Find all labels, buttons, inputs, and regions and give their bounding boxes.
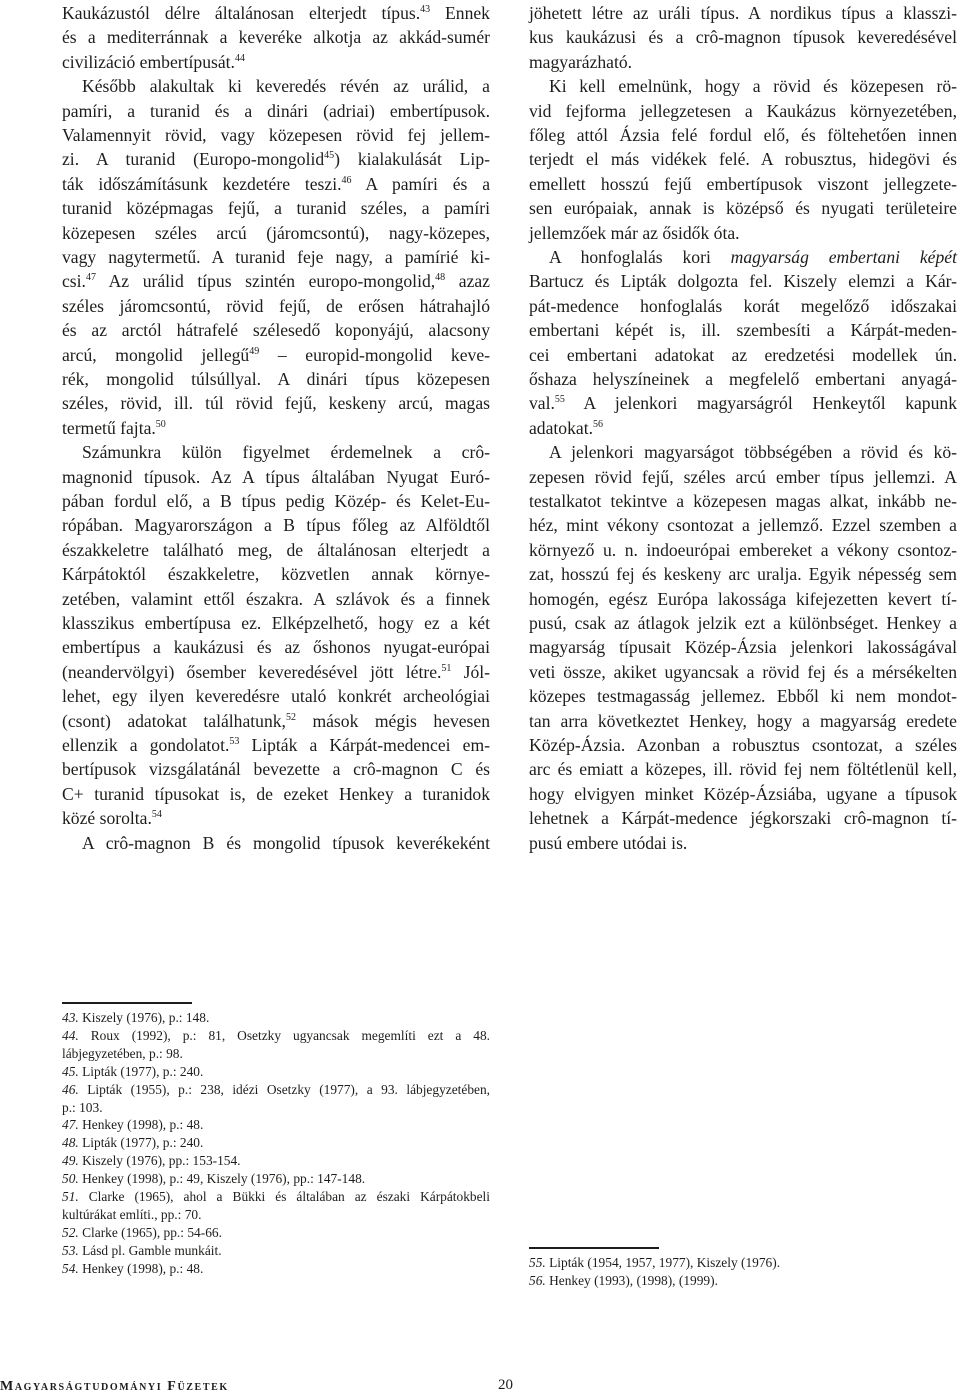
text-run: pusú, csak az átlagok jelzik ezt a különbséget. Henkey a: [529, 613, 957, 633]
text-line: [62, 123, 490, 147]
text-run: rópában. Magyarországon a B típus főleg az Alföldtől: [62, 515, 490, 536]
text-run: jöhetett létre az uráli típus. A nordikus típus a klasszi-: [529, 3, 957, 23]
footnote-ref[interactable]: 48: [435, 272, 446, 284]
footnote-text: Henkey (1998), p.: 48.: [78, 1260, 204, 1276]
text-line: [529, 440, 957, 464]
text-run: azaz: [445, 271, 490, 292]
text-run: Közép-Ázsia. Azonban a robusztus csontozat, a széles: [529, 735, 957, 755]
text-run: C+ turanid típusokat is, de ezeket Henkey a turanidok: [62, 783, 490, 804]
footnote-ref[interactable]: 46: [341, 174, 352, 186]
text-run: adatokat.: [529, 417, 593, 438]
footnote-text: Lásd pl. Gamble munkáit.: [78, 1242, 222, 1258]
footnote-text: Henkey (1998), p.: 48.: [78, 1117, 204, 1133]
text-run: vagy nagytermetű. A turanid feje nagy, a pamírié ki-: [62, 247, 490, 267]
text-line: [62, 562, 490, 586]
text-line: [529, 562, 957, 586]
footnote: [62, 1224, 490, 1242]
text-run: bertípusok vizsgálatánál bevezette a crô-magnon C és: [62, 759, 490, 780]
footnote: [62, 1188, 490, 1206]
page-number: 20: [498, 1377, 513, 1393]
text-line: [529, 196, 957, 220]
text-line: [529, 99, 957, 123]
text-run: A jelenkori magyarságról Henkeytől kapunk: [564, 393, 957, 414]
footnote: [62, 1009, 490, 1027]
text-line: [529, 660, 957, 684]
text-run: val.: [529, 393, 555, 414]
footnote: [62, 1170, 490, 1188]
footnote-number: 49.: [62, 1153, 79, 1169]
footnote-number: 47.: [62, 1117, 79, 1133]
text-run: embertípus a kaukázusi és az őshonos nyugat-európai: [62, 637, 490, 658]
footnote-ref[interactable]: 55: [554, 394, 565, 406]
text-run: embertani képét is, ill. szembesíti a Kárpát-meden-: [529, 320, 957, 341]
footnote: [62, 1134, 490, 1152]
text-run: zat, hosszú fej és keskeny arc uralja. Egyik népesség sem: [529, 564, 957, 585]
text-run: őshaza helyszíneinek a megfelelő embertani anyagá-: [529, 369, 957, 389]
text-run: Bartucz és Lipták dolgozta fel. Kiszely elemzi a Kár-: [529, 271, 957, 292]
text-line: [62, 172, 490, 196]
text-run: és a mediterránnak a keveréke alkotja az akkád-sumér: [62, 27, 490, 48]
text-line: [62, 50, 490, 74]
text-line: [529, 684, 957, 708]
text-line: [529, 538, 957, 562]
text-run: magyarázható.: [529, 51, 633, 72]
footnote: [62, 1206, 490, 1224]
text-run: civilizáció embertípusát.: [62, 51, 235, 72]
italic-text: magyarság embertani képét: [730, 247, 957, 267]
text-run: terjedt el más vidékek felé. A robusztus, hidegövi és: [529, 149, 957, 170]
text-run: északkeletre található meg, de általánosan elterjedt a: [62, 539, 490, 560]
text-line: [529, 611, 957, 635]
text-run: környező u. n. indoeurópai embereket a vékony csontoz-: [529, 539, 957, 560]
footnote-number: 56.: [529, 1272, 546, 1288]
text-line: [529, 50, 957, 74]
text-run: lehet, egy ilyen keveredésre utaló konkrét archeológiai: [62, 686, 490, 707]
footnote-number: 50.: [62, 1171, 79, 1187]
text-line: [62, 294, 490, 318]
text-line: [529, 782, 957, 806]
text-line: [529, 1, 957, 25]
footnote: [62, 1045, 490, 1063]
text-run: jellemzőek már az ősidők óta.: [529, 222, 740, 243]
text-line: [62, 538, 490, 562]
text-line: [62, 196, 490, 220]
footnote: [62, 1242, 490, 1260]
text-run: Valamennyit rövid, vagy közepesen rövid fej jellem-: [62, 125, 490, 145]
text-run: közepesen széles arcú (járomcsontú), nagy-közepes,: [62, 222, 490, 243]
footnote: [62, 1027, 490, 1045]
footnote-separator: [529, 1247, 659, 1249]
text-run: ellenzik a gondolatot.: [62, 735, 230, 755]
footnote: [62, 1260, 490, 1278]
footnote-ref[interactable]: 52: [285, 711, 296, 723]
text-run: Az urálid típus szintén europo-mongolid,: [95, 271, 436, 292]
text-line: [62, 709, 490, 733]
text-line: [529, 416, 957, 440]
text-run: héz, mint vékony csontozat a jellemző. Ezzel szemben a: [529, 515, 957, 536]
text-line: [529, 245, 957, 269]
text-line: [62, 733, 490, 757]
text-line: [62, 1, 490, 25]
footnote-text: Lipták (1955), p.: 238, idézi Osetzky (1977), a 93. lábjegyzetében,: [78, 1081, 490, 1097]
footnote-number: 44.: [62, 1027, 79, 1043]
text-run: magnonid típusok. Az A típus általában Nyugat Euró-: [62, 466, 490, 487]
footnote-number: 48.: [62, 1135, 79, 1151]
text-run: csi.: [62, 271, 86, 292]
text-run: pamíri, a turanid és a dinári (adriai) embertípusok.: [62, 100, 490, 121]
text-run: A honfoglalás kori: [549, 247, 731, 267]
text-run: közepes testmagasság jellemez. Ebből ki nem mondot-: [529, 686, 957, 707]
footnote-text: Clarke (1965), pp.: 54-66.: [78, 1224, 222, 1240]
text-run: főleg attól Ázsia felé fordul elő, és föltehetően innen: [529, 125, 957, 145]
text-line: [529, 831, 957, 855]
footnote-separator: [62, 1002, 192, 1004]
text-line: [529, 343, 957, 367]
footnote-text: p.: 103.: [62, 1099, 103, 1115]
text-line: [62, 269, 490, 293]
footnote: [62, 1063, 490, 1081]
text-run: turanid középmagas fejű, a turanid széles, a pamíri: [62, 198, 490, 219]
text-line: [529, 465, 957, 489]
footnote-ref[interactable]: 47: [85, 272, 96, 284]
text-run: pában fordul elő, a B típus pedig Közép- és Kelet-Eu-: [62, 491, 490, 511]
footnote: [529, 1254, 957, 1272]
text-run: Ennek: [430, 3, 490, 23]
footnote-number: 55.: [529, 1255, 546, 1270]
footnote-text: Kiszely (1976), p.: 148.: [78, 1010, 210, 1025]
text-line: [529, 74, 957, 98]
footnote-number: 46.: [62, 1081, 79, 1097]
text-run: széles, rövid, ill. túl rövid fejű, keskeny arcú, magas: [62, 393, 490, 414]
text-line: [62, 831, 490, 855]
footnote-text: Roux (1992), p.: 81, Osetzky ugyancsak megemlíti ezt a 48.: [78, 1027, 490, 1043]
text-line: [529, 367, 957, 391]
footnote-number: 53.: [62, 1242, 79, 1258]
text-line: [62, 782, 490, 806]
text-line: [62, 489, 490, 513]
text-run: Jól-: [451, 661, 490, 682]
text-line: [529, 757, 957, 781]
text-line: [62, 635, 490, 659]
footnote-number: 43.: [62, 1010, 79, 1025]
text-run: zi. A turanid (Europo-mongolid: [62, 149, 325, 170]
text-line: [62, 318, 490, 342]
text-line: [62, 391, 490, 415]
footnote-number: 45.: [62, 1063, 79, 1079]
text-line: [62, 660, 490, 684]
text-line: [62, 684, 490, 708]
footnote-ref[interactable]: 45: [324, 150, 335, 162]
footnote-ref[interactable]: 49: [249, 345, 260, 357]
text-run: zepesen rövid fejű, széles arcú ember típus jellemzi. A: [529, 466, 957, 487]
footnote: [62, 1152, 490, 1170]
text-line: [529, 513, 957, 537]
text-run: emellett hosszú fejű embertípusok viszont jellegzete-: [529, 173, 957, 194]
text-run: lehetnek a Kárpát-medence jégkorszaki crô-magnon tí-: [529, 808, 957, 829]
text-run: kus kaukázusi és a crô-magnon típusok keveredésével: [529, 27, 957, 48]
text-line: [529, 635, 957, 659]
text-run: veti össze, akiket ugyancsak a rövid fej és a mérsékelten: [529, 661, 957, 682]
text-line: [62, 416, 490, 440]
text-run: közé sorolta.: [62, 808, 152, 829]
footnote-number: 52.: [62, 1224, 79, 1240]
footnote-text: Lipták (1977), p.: 240.: [78, 1135, 204, 1151]
text-line: [529, 489, 957, 513]
text-run: Lipták a Kárpát-medencei em-: [239, 735, 490, 755]
text-run: A jelenkori magyarságot többségében a rövid és kö-: [549, 442, 957, 463]
text-line: [62, 343, 490, 367]
text-run: ) kialakulását Lip-: [334, 149, 490, 170]
text-run: hogy elvigyen minket Közép-Ázsiába, ugyane a típusok: [529, 783, 957, 804]
text-run: Ki kell emelnünk, hogy a rövid és közepesen rö-: [549, 76, 957, 97]
footnote-ref[interactable]: 56: [593, 418, 603, 430]
text-run: ták időszámításunk kezdetére teszi.: [62, 173, 342, 194]
text-line: [529, 391, 957, 415]
footnote-ref[interactable]: 44: [234, 52, 245, 64]
text-line: [62, 587, 490, 611]
text-run: Később alakultak ki keveredés révén az urálid, a: [82, 76, 490, 97]
footnote-ref[interactable]: 54: [151, 809, 162, 821]
text-line: [529, 221, 957, 245]
footnote-number: 54.: [62, 1260, 79, 1276]
text-run: sen európaiak, annak is középső és nyugati területeire: [529, 198, 957, 219]
text-line: [62, 513, 490, 537]
text-run: magyarság típusait Közép-Ázsia jelenkori lakosságával: [529, 637, 957, 658]
text-line: [62, 99, 490, 123]
text-line: [62, 25, 490, 49]
text-run: A pamíri és a: [351, 173, 491, 194]
text-run: tan arra következtet Henkey, hogy a magyarság eredete: [529, 710, 957, 731]
text-line: [529, 806, 957, 830]
text-run: A crô-magnon B és mongolid típusok keverékeként: [82, 832, 490, 853]
footnote: [62, 1081, 490, 1099]
text-line: [529, 269, 957, 293]
text-run: Számunkra külön figyelmet érdemelnek a crô-: [82, 442, 490, 463]
footnote-ref[interactable]: 43: [420, 4, 431, 15]
text-run: Kaukázustól délre általánosan elterjedt típus.: [62, 3, 421, 23]
text-line: [62, 611, 490, 635]
text-run: rék, mongolid túlsúllyal. A dinári típus közepesen: [62, 369, 490, 389]
text-run: Kárpátoktól északkeletre, közvetlen annak környe-: [62, 564, 490, 585]
footnote-text: kultúrákat említi., pp.: 70.: [62, 1206, 202, 1222]
text-line: [62, 221, 490, 245]
text-line: [62, 806, 490, 830]
text-run: arcú, mongolid jellegű: [62, 344, 250, 365]
footnote-text: Lipták (1954, 1957, 1977), Kiszely (1976).: [545, 1255, 781, 1270]
text-line: [529, 123, 957, 147]
text-run: – europid-mongolid keve-: [259, 344, 490, 365]
footnote-text: Lipták (1977), p.: 240.: [78, 1063, 204, 1079]
text-run: mások mégis hevesen: [295, 710, 491, 731]
footnote: [529, 1272, 957, 1290]
text-line: [529, 587, 957, 611]
text-line: [529, 318, 957, 342]
footnote-text: Kiszely (1976), pp.: 153-154.: [78, 1153, 241, 1169]
text-run: vid fejforma jellegzetesen a Kaukázus környezetében,: [529, 100, 957, 121]
text-run: pusú embere utódai is.: [529, 832, 688, 853]
text-run: klasszikus embertípusa ez. Elképzelhető, hogy ez a két: [62, 613, 490, 633]
text-run: arc és emiatt a közepes, ill. rövid fej nem föltétlenül kell,: [529, 759, 957, 780]
footnote: [62, 1099, 490, 1117]
text-line: [62, 757, 490, 781]
text-run: pát-medence honfoglalás korát megelőző időszakai: [529, 295, 957, 316]
footnote-text: Henkey (1998), p.: 49, Kiszely (1976), pp.: 147-148.: [78, 1171, 366, 1187]
text-line: [529, 25, 957, 49]
footnote-number: 51.: [62, 1189, 79, 1204]
text-line: [62, 245, 490, 269]
text-run: széles járomcsontú, rövid fejű, de erősen hátrahajló: [62, 295, 490, 316]
text-line: [62, 440, 490, 464]
text-run: termetű fajta.: [62, 417, 156, 438]
text-run: (neandervölgyi) ősember keveredésével jött létre.: [62, 661, 442, 682]
text-line: [529, 172, 957, 196]
text-run: és az arctól hátrafelé szélesedő koponyájú, alacsony: [62, 320, 490, 341]
footnote: [62, 1116, 490, 1134]
footer-journal-title: Magyarságtudományi Füzetek: [0, 1379, 229, 1394]
text-line: [62, 147, 490, 171]
text-line: [529, 733, 957, 757]
text-run: (csont) adatokat találhatunk,: [62, 710, 286, 731]
footnote-text: lábjegyzetében, p.: 98.: [62, 1045, 183, 1061]
footnote-ref[interactable]: 51: [441, 662, 452, 674]
text-line: [529, 147, 957, 171]
footnote-ref[interactable]: 50: [155, 418, 166, 430]
text-run: zetében, valamint ettől északra. A szlávok és a finnek: [62, 588, 490, 609]
text-run: cei embertani adatokat az eredzetési modellek ún.: [529, 344, 957, 365]
text-line: [62, 367, 490, 391]
footnote-text: Henkey (1993), (1998), (1999).: [545, 1272, 718, 1288]
text-run: testalkatot tekintve a közepesen magas alkat, inkább ne-: [529, 491, 957, 511]
footnote-text: Clarke (1965), ahol a Bükki és általában az északi Kárpátokbeli: [78, 1189, 490, 1204]
text-line: [62, 74, 490, 98]
text-run: homogén, egész Európa lakossága kifejezetten kevert tí-: [529, 588, 957, 609]
text-line: [62, 465, 490, 489]
footnote-ref[interactable]: 53: [229, 736, 240, 747]
text-line: [529, 709, 957, 733]
text-line: [529, 294, 957, 318]
